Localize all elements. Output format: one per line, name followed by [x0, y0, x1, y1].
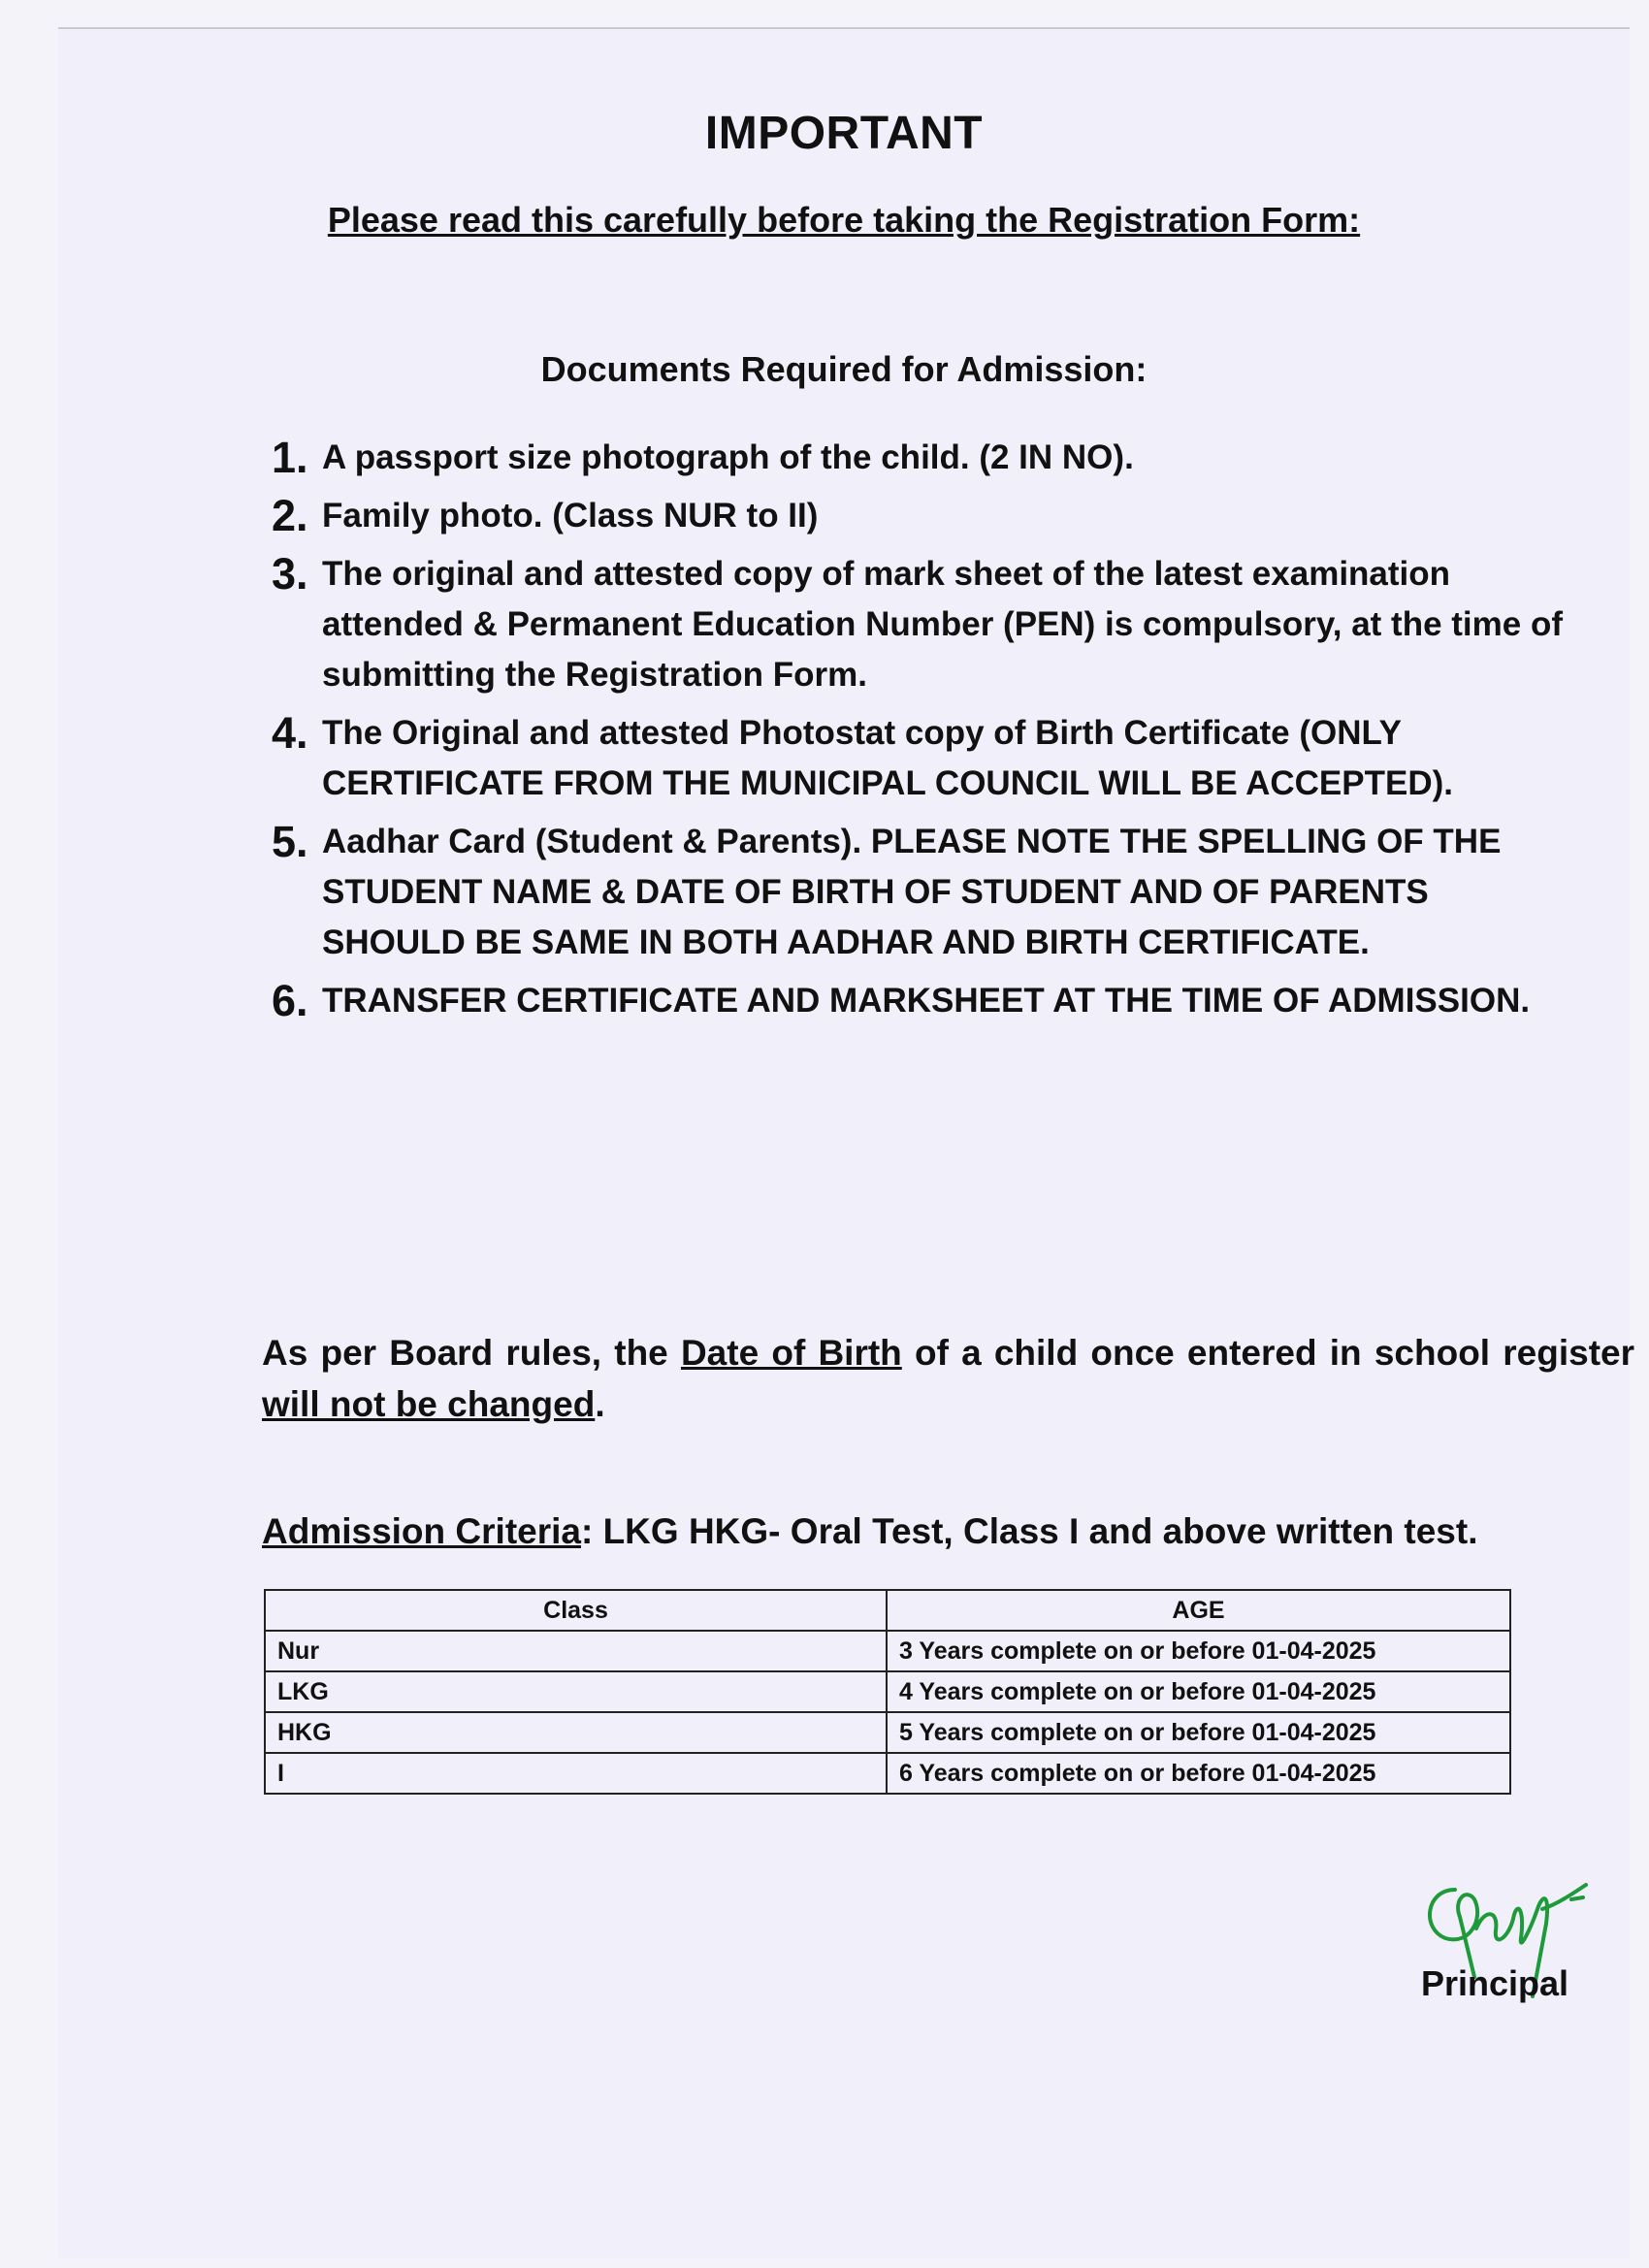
item-text: Family photo. (Class NUR to II) — [322, 497, 819, 535]
age-cell: 6 Years complete on or before 01-04-2025 — [887, 1753, 1510, 1794]
page-subtitle: Please read this carefully before taking the Registration Form: — [327, 200, 1361, 240]
page-title: IMPORTANT — [704, 108, 984, 159]
board-rules-text: of a child once entered in school register — [901, 1333, 1635, 1373]
date-of-birth-emphasis: Date of Birth — [680, 1333, 902, 1373]
list-item — [272, 976, 1571, 1026]
item-text: TRANSFER CERTIFICATE AND MARKSHEET AT THE TIME OF ADMISSION. — [322, 982, 1531, 1020]
item-number: 6. — [272, 976, 308, 1025]
document-page — [58, 27, 1635, 2258]
table-row — [265, 1712, 1510, 1753]
item-number: 5. — [272, 817, 308, 866]
board-rules-text: As per Board rules, the — [262, 1333, 681, 1373]
list-item — [272, 708, 1571, 809]
not-changed-emphasis: will not be changed — [262, 1384, 596, 1424]
admission-criteria — [262, 1511, 1634, 1552]
column-header-age: AGE — [887, 1590, 1510, 1631]
list-item — [272, 491, 1571, 541]
item-text: A passport size photograph of the child. (2 IN NO). — [322, 438, 1134, 476]
class-cell: HKG — [265, 1712, 887, 1753]
item-number: 1. — [272, 433, 308, 482]
board-rules-note — [262, 1327, 1634, 1430]
item-text: Aadhar Card (Student & Parents). PLEASE NOTE THE SPELLING OF THE STUDENT NAME & DATE OF BIRTH OF STUDENT AND OF PARENTS SHOULD BE SAME IN BOTH AADHAR AND BIRTH CERTIFICATE. — [322, 823, 1502, 961]
age-cell: 3 Years complete on or before 01-04-2025 — [887, 1631, 1510, 1671]
class-cell: LKG — [265, 1671, 887, 1712]
board-rules-text: . — [595, 1384, 605, 1424]
item-text: The original and attested copy of mark sheet of the latest examination attended & Permanent Education Number (PEN) is compulsory, at the time of submitting the Registration Form. — [322, 555, 1563, 694]
table-header-row — [265, 1590, 1510, 1631]
class-cell: I — [265, 1753, 887, 1794]
column-header-class: Class — [265, 1590, 887, 1631]
list-item — [272, 817, 1571, 968]
requirements-list — [272, 433, 1571, 1034]
item-number: 3. — [272, 549, 308, 599]
table-row — [265, 1631, 1510, 1671]
item-text: The Original and attested Photostat copy of Birth Certificate (ONLY CERTIFICATE FROM THE MUNICIPAL COUNCIL WILL BE ACCEPTED). — [322, 714, 1453, 802]
class-cell: Nur — [265, 1631, 887, 1671]
principal-label: Principal — [1421, 1963, 1569, 2003]
table-row — [265, 1753, 1510, 1794]
item-number: 2. — [272, 491, 308, 540]
criteria-label: Admission Criteria — [262, 1511, 581, 1551]
criteria-text: : LKG HKG- Oral Test, Class I and above written test. — [580, 1511, 1478, 1551]
age-cell: 5 Years complete on or before 01-04-2025 — [887, 1712, 1510, 1753]
age-cell: 4 Years complete on or before 01-04-2025 — [887, 1671, 1510, 1712]
item-number: 4. — [272, 708, 308, 758]
documents-heading: Documents Required for Admission: — [540, 349, 1148, 389]
list-item — [272, 433, 1571, 483]
table-row — [265, 1671, 1510, 1712]
age-table — [264, 1589, 1511, 1795]
list-item — [272, 549, 1571, 700]
